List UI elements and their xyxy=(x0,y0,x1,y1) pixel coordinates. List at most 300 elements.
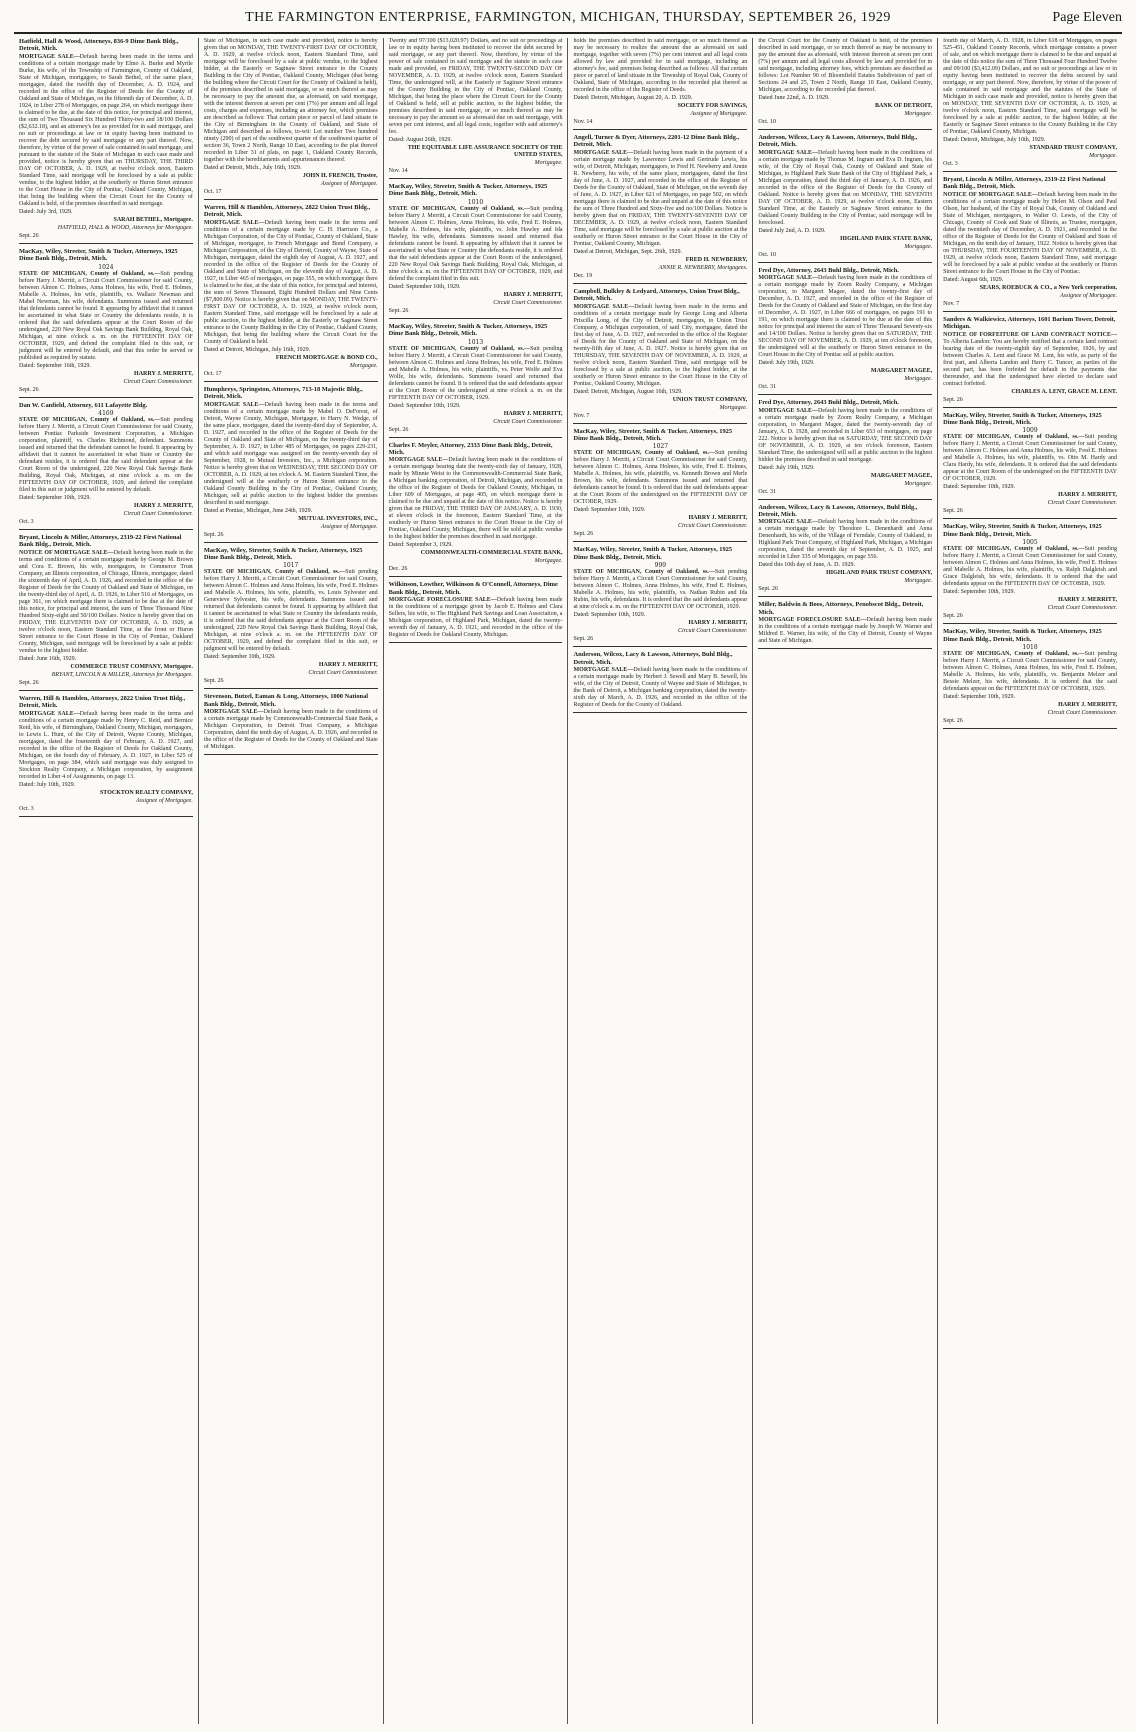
notice-body xyxy=(943,332,1117,388)
notice-divider xyxy=(943,623,1117,624)
notice-lead: NOTICE OF MORTGAGE SALE— xyxy=(943,191,1038,198)
notice-text: Default having been made in the payment of a certain mortgage made by Lawrence Lewis and Gertrude Lewis, his wife, of Detroit, Michigan, mortgagors, to Fred H. Newberry and Annie R. Newberry, his wife, of the same place, mortgagees, dated the first day of June, A. D. 1927, and recorded in the office of the Register of Deeds for the County of Oakland, State of Michigan, on the seventh day of June, A. D. 1927, in Liber 621 of Mortgages, on page 502, on which mortgage there is claimed to be due and unpaid at the date of this notice the sum of Three Hundred and Sixty-five and no/100 Dollars. Notice is hereby given that on FRIDAY, THE TWENTY-SEVENTH DAY OF DECEMBER, A. D. 1929, at twelve o'clock noon, Eastern Standard Time, said mortgage will be foreclosed by a sale at public auction at the southerly or Huron Street entrance to the Court House in the City of Pontiac, Oakland County, Michigan. xyxy=(573,149,748,247)
notice-run-date: Nov. 14 xyxy=(388,168,408,174)
legal-notice xyxy=(943,316,1117,408)
notice-number: 999 xyxy=(654,562,667,570)
notice-number: 1013 xyxy=(467,338,484,346)
notice-body xyxy=(758,275,932,359)
notice-signature-title: Circuit Court Commissioner. xyxy=(1047,710,1117,717)
notice-lead: MORTGAGE SALE— xyxy=(19,53,80,60)
newspaper-title: THE FARMINGTON ENTERPRISE, FARMINGTON, MICHIGAN, THURSDAY, SEPTEMBER 26, 1929 xyxy=(245,10,891,25)
notice-run-date: Oct. 3 xyxy=(19,805,34,812)
notice-date: Dated at Detroit, Mich., July 16th, 1929. xyxy=(203,165,302,171)
notice-run-date: Sept. 26 xyxy=(203,678,224,685)
legal-notice xyxy=(204,204,378,382)
notice-lead: STATE OF MICHIGAN, County of Oakland, ss.— xyxy=(573,569,715,576)
notice-divider xyxy=(389,178,563,179)
notice-signature-title: Circuit Court Commissioner. xyxy=(1047,500,1117,507)
notice-text: Default having been made in the terms and conditions of a certain mortgage made by George Long and Alberta Priscilla Long, of the City of Detroit, mortgagors, to Union Trust Company, a Michigan corporation, of said City, mortgagee, dated the first day of June, A. D. 1927, and recorded in the office of the Register of Deeds for the County of Oakland and State of Michigan, on the twenty-fifth day of June, A. D. 1927. Notice is hereby given that on THURSDAY, THE SEVENTH DAY OF NOVEMBER, A. D. 1929, at twelve o'clock noon, Eastern Standard Time, said mortgage will be foreclosed by a sale at public auction, to the highest bidder, at the southerly or Huron Street entrance to the Court House in the City of Pontiac, Oakland County, Michigan. xyxy=(573,303,748,387)
notice-body xyxy=(389,38,563,136)
notice-signature: FRED H. NEWBERRY, xyxy=(685,256,748,263)
notice-body xyxy=(573,38,747,94)
legal-notice xyxy=(758,504,932,598)
notice-divider xyxy=(573,423,747,424)
column-2 xyxy=(199,38,384,1724)
notice-lead: MORTGAGE SALE— xyxy=(758,407,819,414)
column-6 xyxy=(938,38,1122,1724)
notice-lead: STATE OF MICHIGAN, County of Oakland, ss.— xyxy=(388,345,531,352)
notice-body xyxy=(204,38,378,164)
notice-text: Suit pending before Harry J. Merritt, a Circuit Court Commissioner for said County, between Almon C. Holmes and Anna Holmes, his wife, Fred E. Holmes and Mabelle A. Holmes, his wife, plaintiffs, vs. Ralph Dalgleish and Grace Dalgleish, his wife, defendants. It is ordered that the said defendants appear on the FIFTEENTH DAY OF OCTOBER, 1929. xyxy=(943,546,1117,588)
notice-date: Dated: September 10th, 1929. xyxy=(203,654,276,661)
notice-date: Dated June 22nd, A. D. 1929. xyxy=(758,95,830,101)
notice-text: fourth day of March, A. D. 1928, in Liber 618 of Mortgages, on pages 525-451, Oakland County Records, which mortgage contains a power of sale, and on which mortgage there is claimed to be due and unpaid at the date of this notice the sum of Three Thousand Four Hundred Twelve and 09/100 ($3,412.09) Dollars, and no suit or proceedings at law or in equity having been instituted to recover the debts secured by said mortgage, or any part thereof. Now, therefore, by virtue of the power of sale contained in said mortgage and the statutes of the State of Michigan in such case made and provided, notice is hereby given that on MONDAY, THE SEVENTH DAY OF OCTOBER, A. D. 1929, at twelve o'clock noon, Eastern Standard Time, said mortgage will be foreclosed by a sale at public auction, to the highest bidder, at the Easterly or Saginaw Street entrance to the County Building in the City of Pontiac, Oakland County, Michigan. xyxy=(943,38,1117,135)
masthead xyxy=(14,8,1122,34)
notice-divider xyxy=(943,407,1117,408)
notice-lead: STATE OF MICHIGAN, County of Oakland, ss.— xyxy=(943,434,1085,441)
notice-divider xyxy=(204,199,378,200)
notice-run-date: Sept. 26 xyxy=(19,679,39,686)
notice-date: Dated: Detroit, Michigan, August 16th, 1929. xyxy=(573,388,683,395)
notice-body xyxy=(389,206,563,283)
notice-number: 1010 xyxy=(467,198,484,206)
notice-signature-title: Circuit Court Commissioner. xyxy=(678,628,748,635)
notice-signature: HARRY J. MERRITT, xyxy=(1058,492,1117,499)
notice-divider xyxy=(573,646,747,647)
notice-run-date: Oct. 3 xyxy=(943,161,958,167)
notice-signature-title: Mortgagee. xyxy=(534,558,563,565)
notice-attorney-header: Dan W. Canfield, Attorney, 611 Lafayette Bldg. xyxy=(19,401,148,409)
notice-date: Dated: September 10th, 1929. xyxy=(943,694,1015,701)
notice-body xyxy=(573,569,747,611)
notice-run-date: Sept. 26 xyxy=(388,307,409,314)
notice-body xyxy=(758,408,932,464)
notice-lead: MORTGAGE SALE— xyxy=(203,219,265,226)
notice-date: Dated: July 19th, 1929. xyxy=(758,464,815,471)
notice-text: Suit pending before Harry J. Merritt, a Circuit Court Commissioner for said County, between Almon C. Holmes and Anna Holmes, his wife, Fred E. Holmes and Mabelle A. Holmes, his wife, plaintiffs, vs. Otto M. Hardy and Clara Hardy, his wife, defendants. It is ordered that the said defendants appear at the Court Room of the undersigned on the FIFTEENTH DAY OF OCTOBER, 1929. xyxy=(943,434,1117,483)
notice-date: Dated: June 16th, 1929. xyxy=(19,655,77,662)
legal-notice xyxy=(758,399,932,499)
notice-text: Default having been made in the conditions of a certain mortgage made by Theodore L. Denenhardt and Anna Denenhardt, his wife, of the Village of Ferndale, County of Oakland, to Highland Park Trust Company, of Highland Park, Michigan, a Michigan corporation, dated the seventh day of September, A. D. 1925, and recorded in Liber 335 of Mortgages, on page 556. xyxy=(758,519,933,561)
notice-body xyxy=(389,346,563,402)
notice-lead: STATE OF MICHIGAN, County of Oakland, ss.— xyxy=(943,546,1085,553)
column-4 xyxy=(568,38,753,1724)
notice-signature-title: Assignee of Mortgagee. xyxy=(690,111,748,117)
legal-notice xyxy=(758,601,932,649)
notice-divider xyxy=(573,283,747,284)
notice-text: Default having been made in the terms and conditions of a certain mortgage made by C. H. Harrison Co., a Michigan Corporation, of the City of Pontiac, County of Oakland, State of Michigan, mortgagor, to French Mortgage and Bond Company, a Michigan Corporation, of the City of Detroit, County of Wayne, State of Michigan, mortgagee, dated the eighth day of August, A. D. 1927, and recorded in the office of the Register of Deeds for the County of Oakland and State of Michigan, on the eleventh day of August, A. D. 1927, in Liber 465 of mortgages, on page 355, on which mortgage there is claimed to be due, at the date of this notice, for principal and interest, the sum of Seven Thousand, Eight Hundred Dollars and Nine Cents ($7,800.09). Notice is hereby given that on MONDAY, THE TWENTY-FIRST DAY OF OCTOBER, A. D. 1929, at twelve o'clock noon, Eastern Standard Time, said mortgage will be foreclosed by a sale at public auction, to the highest bidder, at the Easterly or Saginaw Street entrance to the County Building in the City of Pontiac, Oakland County, Michigan, that being the building where the Circuit Court for the County of Oakland is held. xyxy=(203,219,378,345)
notice-signature-title: Mortgagee. xyxy=(904,578,933,585)
notice-run-date: Oct. 3 xyxy=(19,519,34,526)
legal-notice xyxy=(204,547,378,690)
notice-date: Dated at Detroit, Michigan, Sept. 26th, 1929. xyxy=(573,248,682,255)
notice-signature: HARRY J. MERRITT, xyxy=(134,503,193,510)
legal-notice xyxy=(573,651,747,713)
notice-signature-title: Mortgagee. xyxy=(904,243,933,250)
notice-divider xyxy=(204,754,378,755)
notice-body xyxy=(573,150,747,248)
notice-attorney-header: Warren, Hill & Hamblen, Attorneys, 2822 Union Trust Bldg., Detroit, Mich. xyxy=(19,694,186,710)
notice-number: 1005 xyxy=(1022,539,1038,547)
notice-attorney-header: Anderson, Wilcox, Lacy & Lawson, Attorneys, Buhl Bldg., Detroit, Mich. xyxy=(573,651,733,666)
notice-signature-title: Circuit Court Commissioner. xyxy=(1047,605,1117,612)
notice-run-date: Sept. 26 xyxy=(943,718,963,725)
notice-signature-title: BRYANT, LINCOLN & MILLER, Attorneys for Mortgagee. xyxy=(51,671,193,678)
column-1 xyxy=(14,38,199,1724)
legal-notice-columns xyxy=(14,38,1122,1724)
notice-signature-title: Mortgagee. xyxy=(534,160,563,166)
legal-notice xyxy=(389,442,563,578)
notice-text: Default having been made in the conditions of a certain mortgage made by Herbert J. Sewell and Mary B. Sewell, his wife, of the City of Detroit, County of Wayne and State of Michigan, to the Bank of Detroit, a Michigan banking corporation, dated the twenty-sixth day of March, A. D. 1926, and recorded in the office of the Register of Deeds for the County of Oakland. xyxy=(573,667,748,709)
notice-body xyxy=(204,402,378,507)
notice-signature: SARAH BETHEL, Mortgagee. xyxy=(113,216,193,223)
notice-divider xyxy=(758,129,932,130)
legal-notice xyxy=(943,412,1117,520)
notice-lead: STATE OF MICHIGAN, County of Oakland, ss.— xyxy=(19,270,161,277)
notice-text: Suit pending before Harry J. Merritt, a Circuit Court Commissioner for said County, between Almon C. Holmes, Anna Holmes, his wife, Fred E. Holmes, Mabelle A. Holmes, his wife, plaintiffs, vs. John Hawley and Ida Hawley, his wife, defendants. Summons issued and returned that defendants cannot be found. It appearing by affidavit that it cannot be ascertained in what State or Country the defendants reside, it is ordered that the said defendants appear at the Court Room of the undersigned, 220 New Royal Oak Savings Bank Building, Royal Oak, Michigan, at nine o'clock a. m. on the FIFTEENTH DAY OF OCTOBER, 1929, and defend the complaint filed in this suit. xyxy=(388,205,563,282)
notice-signature: STOCKTON REALTY COMPANY, xyxy=(99,789,193,796)
notice-attorney-header: MacKay, Wiley, Streeter, Smith & Tucker, Attorneys, 1925 Dime Bank Bldg., Detroit, Mich. xyxy=(943,411,1102,427)
notice-signature-title: Assignee of Mortgagee. xyxy=(320,523,378,530)
notice-body xyxy=(758,519,932,561)
notice-lead: MORTGAGE SALE— xyxy=(203,401,265,408)
notice-run-date: Sept. 26 xyxy=(758,586,778,593)
notice-lead: STATE OF MICHIGAN, County of Oakland, ss.— xyxy=(573,450,715,457)
notice-text: Default having been made in the conditions of a mortgage given by Jacob E. Holmes and Clara Sellers, his wife, to The Highland Park Savings and Loan Association, a Michigan corporation, of Highland Park, Michigan, dated the twenty-seventh day of January, A. D. 1921, and recorded in the office of the Register of Deeds for Oakland County, Michigan. xyxy=(388,597,563,639)
notice-signature-title: Mortgagee. xyxy=(1089,153,1117,159)
notice-divider xyxy=(573,129,747,130)
notice-attorney-header: Warren, Hill & Hamblen, Attorneys, 2822 Union Trust Bldg., Detroit, Mich. xyxy=(203,204,371,219)
notice-body xyxy=(19,417,193,494)
notice-attorney-header: Charles F. Meyler, Attorney, 2333 Dime Bank Bldg., Detroit, Mich. xyxy=(388,441,553,457)
notice-attorney-header: MacKay, Wiley, Streeter, Smith & Tucker, Attorneys, 1925 Dime Bank Bldg., Detroit, Mich. xyxy=(943,523,1102,538)
notice-divider xyxy=(943,171,1117,172)
legal-notice xyxy=(389,581,563,643)
legal-notice xyxy=(943,523,1117,624)
legal-notice xyxy=(573,546,747,647)
notice-signature-title: Circuit Court Commissioner. xyxy=(678,523,748,530)
notice-signature: HARRY J. MERRITT, xyxy=(688,620,748,627)
notice-lead: NOTICE OF MORTGAGE SALE— xyxy=(19,549,114,556)
legal-notice xyxy=(389,38,563,179)
notice-signature-title: Circuit Court Commissioner. xyxy=(308,670,378,677)
notice-attorney-header: MacKay, Wiley, Streeter, Smith & Tucker, Attorneys, 1925 Dime Bank Bldg., Detroit, Mich. xyxy=(943,628,1102,643)
notice-date: Dated July 2nd, A. D. 1929. xyxy=(758,227,826,234)
notice-text: Default having been made in the conditions of a certain mortgage bearing date the twenty-sixth day of January, 1928, made by Minnie Weist to the Commonwealth-Commercial State Bank, a Michigan banking corporation, of Detroit, Michigan, and recorded in the office of the Register of Deeds for Oakland County, Michigan, in Liber 609 of Mortgages, at page 405, on which mortgage there is claimed to be due and unpaid at the date of this notice. Notice is hereby given that on FRIDAY, THE THIRD DAY OF JANUARY, A. D. 1930, at eleven o'clock in the forenoon, Eastern Standard Time, at the southerly or Huron Street entrance to the Court House in the City of Pontiac, Oakland County, Michigan, there will be sold at public vendue to the highest bidder the premises described in said mortgage. xyxy=(388,457,563,541)
notice-signature: SOCIETY FOR SAVINGS, xyxy=(677,103,748,109)
notice-divider xyxy=(758,596,932,597)
notice-body xyxy=(19,271,193,362)
legal-notice xyxy=(19,248,193,398)
notice-divider xyxy=(389,642,563,643)
notice-divider xyxy=(758,648,932,649)
notice-divider xyxy=(573,541,747,542)
notice-attorney-header: Bryant, Lincoln & Miller, Attorneys, 2319-22 First National Bank Bldg., Detroit, Mich. xyxy=(19,534,182,549)
legal-notice xyxy=(758,134,932,263)
notice-body xyxy=(19,711,193,781)
notice-body xyxy=(943,192,1117,276)
notice-text: State of Michigan, in such case made and provided, notice is hereby given that on MONDAY, THE TWENTY-FIRST DAY OF OCTOBER, A. D. 1929, at twelve o'clock noon, Eastern Standard Time, said mortgage will be foreclosed by a sale at public vendue, to the highest bidder, at the Easterly or Saginaw Street entrance to the County Building in the City of Pontiac, Oakland County, Michigan (that being the building where the Circuit Court for the County of Oakland is held), of the premises described in said mortgage, or so much thereof as may be necessary to pay the amount due, as aforesaid, on said mortgage, with the interest thereon at seven per cent (7%) per annum and all legal costs, charges and expenses, including an attorney fee, which premises are described as follows: That certain piece or parcel of land situate in the City of Birmingham in the County of Oakland, and State of Michigan and described as follows, to-wit: Lot number Two hundred ninety (290) of part of the southwest quarter of the southwest quarter of section 36, Town 2 North, Range 10 East, according to the plat thereof recorded in Liber 31 of plats, on page 1, Oakland County Records, together with the hereditaments and appurtenances thereof. xyxy=(203,38,378,163)
notice-attorney-header: Wilkinson, Lowther, Wilkinson & O'Connell, Attorneys, Dime Bank Bldg., Detroit, Mich. xyxy=(388,581,558,596)
notice-body xyxy=(573,667,747,709)
notice-body xyxy=(943,38,1117,136)
notice-number: 4169 xyxy=(98,410,114,418)
notice-divider xyxy=(389,437,563,438)
notice-lead: MORTGAGE SALE— xyxy=(573,303,635,310)
notice-divider xyxy=(389,318,563,319)
notice-attorney-header: Anderson, Wilcox, Lacy & Lawson, Attorneys, Buhl Bldg., Detroit, Mich. xyxy=(758,134,918,149)
notice-attorney-header: MacKay, Wiley, Streeter, Smith & Tucker, Attorneys, 1925 Dime Bank Bldg., Detroit, Mich. xyxy=(19,247,178,263)
notice-attorney-header: MacKay, Wiley, Streeter, Smith & Tucker, Attorneys, 1925 Dime Bank Bldg., Detroit, Mich. xyxy=(203,546,363,562)
notice-divider xyxy=(943,728,1117,729)
notice-number: 1009 xyxy=(1022,427,1038,435)
notice-body xyxy=(389,457,563,541)
legal-notice xyxy=(943,176,1117,312)
notice-attorney-header: Anderson, Wilcox, Lacy & Lawson, Attorneys, Buhl Bldg., Detroit, Mich. xyxy=(758,503,918,519)
notice-lead: MORTGAGE SALE— xyxy=(758,149,819,156)
notice-attorney-header: Fred Dye, Attorney, 2643 Buhl Bldg., Detroit, Mich. xyxy=(758,399,899,407)
notice-run-date: Oct. 31 xyxy=(758,384,776,391)
notice-signature: HIGHLAND PARK TRUST COMPANY, xyxy=(826,570,933,577)
notice-signature-title: Circuit Court Commissioner. xyxy=(123,378,193,385)
notice-text: Default having been made in the terms and conditions of a certain mortgage made by Henry C. Reid, and Bernice Reid, his wife, of Birmingham, Oakland County, Michigan, mortgagors, to Lewis L. Hunt, of the City of Detroit, Wayne County, Michigan, mortgagee, dated the fourteenth day of February, A. D. 1927, and recorded in the office of the Register of Deeds for Oakland County, Michigan, on the fourth day of February, A. D. 1927, in Liber 525 of Mortgages, on page 384, which said mortgage was duly assigned to Stockton Realty Company, a Michigan corporation, by assignment recorded in Liber 4 of Assignments, on page 13. xyxy=(19,710,193,780)
notice-body xyxy=(943,434,1117,483)
notice-divider xyxy=(19,690,193,691)
notice-signature: MARGARET MAGEE, xyxy=(870,472,933,479)
notice-date: Dated: Detroit, Michigan, August 20, A. D. 1929. xyxy=(573,95,693,101)
notice-date: Dated: September 10th, 1929. xyxy=(943,484,1015,491)
notice-signature: BANK OF DETROIT, xyxy=(874,103,933,109)
legal-notice xyxy=(19,534,193,691)
notice-text: Suit pending before Harry J. Merritt, a Circuit Court Commissioner for said County, between Almon C. Holmes, Anna Holmes, his wife, Fred E. Holmes, Mabelle A. Holmes, his wife, plaintiffs, vs. Kenneth Brown and Merle Brown, his wife, defendants. Summons issued and returned that defendants cannot be found. It is ordered that the said defendants appear at the Court Room of the undersigned on the FIFTEENTH DAY OF OCTOBER, 1929. xyxy=(573,450,748,506)
page-number: Page Eleven xyxy=(1052,10,1122,25)
notice-signature: MUTUAL INVESTORS, INC., xyxy=(298,515,378,522)
notice-text: Suit pending before Harry J. Merritt, a Circuit Court Commissioner for said County, between Almon C. Holmes, Anna Holmes, his wife, Fred E. Holmes, Mabelle A. Holmes, his wife, plaintiffs, vs. Wallace Newman and Mabel Newman, his wife, defendants. Summons issued and returned that defendants cannot be found. It appearing by affidavit that it cannot be ascertained in what State or Country the defendants reside, it is ordered that the said defendants appear at the Court Room of the undersigned, 220 New Royal Oak Savings Bank Building, Royal Oak, Michigan, at nine o'clock a. m. on the FIFTEENTH DAY OF OCTOBER, 1929, and defend the complaint filed in this suit, or judgment will be entered by default, and that this order be served or published as required by statute. xyxy=(19,270,193,361)
notice-run-date: Sept. 26 xyxy=(943,396,963,403)
notice-attorney-header: MacKay, Wiley, Streeter, Smith & Tucker, Attorneys, 1925 Dime Bank Bldg., Detroit, Mich. xyxy=(573,546,733,561)
notice-body xyxy=(389,597,563,639)
notice-run-date: Nov. 7 xyxy=(573,412,590,419)
notice-body xyxy=(204,569,378,653)
notice-attorney-header: Fred Dye, Attorney, 2643 Buhl Bldg., Detroit, Mich. xyxy=(758,266,899,274)
notice-signature: HARRY J. MERRITT, xyxy=(134,370,193,377)
notice-signature-title: Mortgagee. xyxy=(349,362,378,369)
notice-signature: HARRY J. MERRITT, xyxy=(503,410,563,417)
notice-divider xyxy=(204,688,378,689)
notice-attorney-header: MacKay, Wiley, Streeter, Smith & Tucker, Attorneys, 1925 Dime Bank Bldg., Detroit, Mich. xyxy=(388,183,548,198)
notice-run-date: Oct. 10 xyxy=(758,251,776,258)
legal-notice xyxy=(204,693,378,755)
notice-run-date: Oct. 17 xyxy=(203,370,222,377)
notice-attorney-header: Bryant, Lincoln & Miller, Attorneys, 2319-22 First National Bank Bldg., Detroit, Mich. xyxy=(943,176,1106,191)
notice-signature: HARRY J. MERRITT, xyxy=(1058,597,1117,604)
notice-text: Default having been made in the terms and conditions of a certain mortgage made by George M. Brown and Cora E. Brown, his wife, mortgagors, to Commerce Trust Company, an Illinois corporation, of Chicago, Illinois, mortgagee, dated the sixteenth day of April, A. D. 1926, and recorded in the office of the Register of Deeds for the County of Oakland and State of Michigan, on the twenty-third day of April, A. D. 1926, in Liber 516 of Mortgages, on page 361, on which mortgage there is claimed to be due at the date of this notice, for principal and interest, the sum of Three Thousand Nine Hundred Sixty-eight and 50/100 Dollars. Notice is hereby given that on FRIDAY, THE ELEVENTH DAY OF OCTOBER, A. D. 1929, at twelve o'clock noon, Eastern Standard Time, at the front or Huron Street entrance to the Court House in the City of Pontiac, Oakland County, Michigan, said mortgage will be foreclosed by a sale at public vendue to the highest bidder. xyxy=(19,549,193,654)
notice-text: Default having been made in the conditions of a certain mortgage made by Helen M. Olson and Paul Olson, her husband, of the City of Royal Oak, County of Oakland and State of Michigan, mortgagors, to Walter O. Lewis, of the City of Chicago, County of Cook and State of Illinois, as Trustee, mortgagee, dated the twentieth day of December, A. D. 1921, and recorded in the office of the Register of Deeds for the County of Oakland and State of Michigan, on the tenth day of January, 1922. Notice is hereby given that on THURSDAY, THE FOURTEENTH DAY OF NOVEMBER, A. D. 1929, at twelve o'clock noon, Eastern Standard Time, said mortgage will be foreclosed by a sale at public vendue at the southerly or Huron Street entrance to the Court House in the City of Pontiac. xyxy=(943,191,1117,275)
notice-lead: NOTICE OF FORFEITURE OF LAND CONTRACT NOTICE— xyxy=(943,331,1117,338)
legal-notice xyxy=(573,38,747,130)
notice-divider xyxy=(758,394,932,395)
notice-body xyxy=(758,150,932,227)
notice-run-date: Sept. 26 xyxy=(19,386,39,393)
notice-date: Dated: September 10th, 1929. xyxy=(573,507,646,514)
notice-date: Dated: Detroit, Michigan, July 10th, 1929. xyxy=(943,137,1046,143)
notice-body xyxy=(204,220,378,346)
notice-date: Dated: August 26th, 1929. xyxy=(388,137,452,143)
notice-text: Default having been made in the conditions of a certain mortgage made by Joseph W. Warner and Mildred E. Warner, his wife, of the City of Detroit, County of Wayne and State of Michigan. xyxy=(758,617,933,645)
notice-text: Twenty and 97/100 ($13,020.97) Dollars, and no suit or proceedings at law or in equity having been instituted to recover the debt secured by said mortgage, or any part thereof. Now, therefore, by virtue of the power of sale contained in said mortgage and the statute in such case made and provided, on FRIDAY, THE TWENTY-SECOND DAY OF NOVEMBER, A. D. 1929, at twelve o'clock noon, Eastern Standard Time, the undersigned will, at the Easterly or Saginaw Street entrance of the County Building in the City of Pontiac, Oakland County, Michigan, that being the place where the Circuit Court for the County of Oakland is held, sell at public auction, to the highest bidder, the premises described in said mortgage, or so much thereof as may be necessary to pay the amount so as aforesaid due on said mortgage, with seven per cent interest, and all legal costs, together with said attorney's fee. xyxy=(388,38,563,135)
notice-lead: MORTGAGE SALE— xyxy=(758,519,819,526)
notice-lead: MORTGAGE SALE— xyxy=(388,457,449,464)
notice-attorney-header: Sanders & Walkiewicz, Attorneys, 1601 Barium Tower, Detroit, Michigan. xyxy=(943,315,1116,331)
notice-body xyxy=(19,550,193,655)
notice-text: Default having been made in the conditions of a certain mortgage made by Thomas M. Ingram and Eva D. Ingram, his wife, of the City of Royal Oak, County of Oakland and State of Michigan, to Highland Park State Bank of the City of Highland Park, a Michigan corporation, dated the third day of January, A. D. 1926, and recorded in the office of the Register of Deeds for the County of Oakland. Notice is hereby given that on MONDAY, THE SEVENTH DAY OF OCTOBER, A. D. 1929, at twelve o'clock noon, Eastern Standard Time, at the Easterly or Saginaw Street entrance to the Oakland County Building in the City of Pontiac, said mortgage will be foreclosed. xyxy=(758,149,933,226)
notice-text: the Circuit Court for the County of Oakland is held, of the premises described in said mortgage, or so much thereof as may be necessary to pay the amount due as aforesaid, with interest thereon at seven per cent (7%) per annum and all legal costs allowed by law and provided for in said mortgage, including attorney fees, which premises are described as follows: Lot Number 90 of Bloomfield Estates Subdivision of part of Sections 24 and 25, Town 2 North, Range 10 East, Oakland County, Michigan, according to the recorded plat thereof. xyxy=(758,38,933,93)
notice-divider xyxy=(943,311,1117,312)
notice-date: Dated: July 3rd, 1929. xyxy=(19,208,73,215)
notice-body xyxy=(204,709,378,751)
notice-date: Dated: September 3, 1929. xyxy=(388,542,453,549)
notice-date: Dated at Pontiac, Michigan, June 24th, 1929. xyxy=(203,507,313,514)
notice-run-date: Nov. 14 xyxy=(573,119,593,125)
notice-run-date: Sept. 26 xyxy=(943,508,963,515)
notice-lead: STATE OF MICHIGAN, County of Oakland, ss.— xyxy=(388,205,531,212)
notice-lead: STATE OF MICHIGAN, County of Oakland, ss.— xyxy=(203,569,346,576)
notice-divider xyxy=(389,576,563,577)
notice-signature: FRENCH MORTGAGE & BOND CO., xyxy=(275,354,378,361)
notice-date: Dated: September 10th, 1929. xyxy=(388,402,461,409)
notice-lead: STATE OF MICHIGAN, County of Oakland, ss.— xyxy=(19,417,161,424)
notice-attorney-header: Humphreys, Springston, Attorneys, 713-18 Majestic Bldg., Detroit, Mich. xyxy=(203,385,363,401)
notice-attorney-header: Hatfield, Hall & Wood, Attorneys, 836-9 Dime Bank Bldg., Detroit, Mich. xyxy=(19,38,179,53)
notice-signature: THE EQUITABLE LIFE ASSURANCE SOCIETY OF THE UNITED STATES, xyxy=(407,145,563,158)
notice-signature-title: Circuit Court Commissioner. xyxy=(493,299,563,306)
legal-notice xyxy=(204,386,378,543)
notice-body xyxy=(758,38,932,94)
notice-signature: MARGARET MAGEE, xyxy=(870,368,933,375)
notice-lead: MORTGAGE SALE— xyxy=(573,149,634,156)
notice-run-date: Dec. 26 xyxy=(388,566,408,573)
notice-text: Default having been made in the terms and conditions of a certain mortgage made by Elmo A. Burke and Myrtle Burke, his wife, of the Township of Farmington, County of Oakland, State of Michigan, mortgagors, to Sarah Bethel, of the same place, mortgagee, dated the twelfth day of December, A. D. 1924, and recorded in the office of the Register of Deeds for the County of Oakland and State of Michigan, on the fifteenth day of December, A. D. 1924, in Liber 278 of Mortgages, on page 264, on which mortgage there is claimed to be due, at the date of this notice, for principal and interest, the sum of Two Thousand Six Hundred Thirty-two and 18/100 Dollars ($2,632.18), and an attorney's fee as provided for in said mortgage, and no suit or proceedings at law or in equity having been instituted to recover the debt secured by said mortgage or any part thereof. Now, therefore, by virtue of the power of sale contained in said mortgage, and pursuant to the statute of the State of Michigan in such case made and provided, notice is hereby given that on THURSDAY, THE THIRD DAY OF OCTOBER, A. D. 1929, at twelve o'clock noon, Eastern Standard Time, said mortgage will be foreclosed by a sale at public vendue, to the highest bidder, at the southerly or Huron Street entrance to the Court House in the City of Pontiac, Oakland County, Michigan, that being the building where the Circuit Court for the County of Oakland is held, of the premises described in said mortgage. xyxy=(19,53,193,207)
notice-text: Suit pending before Harry J. Merritt, a Circuit Court Commissioner for said County, between Almon C. Holmes, Anna Holmes, his wife, Fred E. Holmes, Mabelle A. Holmes, his wife, plaintiffs, vs. Nathan Rubin and Ida Rubin, his wife, defendants. It is ordered that the said defendants appear at nine o'clock a. m. on the FIFTEENTH DAY OF OCTOBER, 1929. xyxy=(573,569,748,611)
notice-lead: MORTGAGE FORECLOSURE SALE— xyxy=(758,617,867,624)
notice-signature-title: Circuit Court Commissioner. xyxy=(493,418,563,425)
notice-divider xyxy=(19,529,193,530)
notice-body xyxy=(573,450,747,506)
notice-body xyxy=(943,651,1117,693)
notice-text: Suit pending before Harry J. Merritt, a Circuit Court Commissioner for said County, between Almon C. Holmes, Anna Holmes, his wife, Fred E. Holmes, Mabelle A. Holmes, his wife, plaintiffs, vs. Benjamin Melzer and Bessie Melzer, his wife, defendants. It is ordered that the said defendants appear on the FIFTEENTH DAY OF OCTOBER, 1929. xyxy=(943,651,1117,693)
legal-notice xyxy=(19,38,193,244)
notice-signature-title: Mortgagee. xyxy=(719,404,748,411)
notice-lead: MORTGAGE SALE— xyxy=(573,667,634,674)
notice-number: 1024 xyxy=(98,263,114,271)
notice-divider xyxy=(943,518,1117,519)
notice-date: Dated: September 10th, 1929. xyxy=(19,495,91,502)
notice-signature-title: HATFIELD, HALL & WOOD, Attorneys for Mortgagee. xyxy=(57,224,193,231)
notice-signature-title: Mortgagee. xyxy=(904,111,933,117)
notice-signature: HIGHLAND PARK STATE BANK, xyxy=(840,235,933,242)
notice-text: Suit pending before Harry J. Merritt, a Circuit Court Commissioner for said County, between Almon C. Holmes and Anna Holmes, his wife, Fred E. Holmes and Mabelle A. Holmes, his wife, plaintiffs, vs. Louis Sylvester and Genevieve Sylvester, his wife, defendants. Summons issued and returned that defendants cannot be found. It appearing by affidavit that it cannot be ascertained in what State or Country the defendants reside, it is ordered that the said defendants appear at the Court Room of the undersigned, 220 New Royal Oak Savings Bank Building, Royal Oak, Michigan, at nine o'clock a. m. on the FIFTEENTH DAY OF OCTOBER, 1929, and defend the complaint filed in this suit, or judgment will be entered by default. xyxy=(203,569,378,653)
legal-notice xyxy=(758,267,932,395)
notice-divider xyxy=(19,816,193,817)
notice-run-date: Oct. 17 xyxy=(203,189,222,195)
notice-run-date: Nov. 7 xyxy=(943,300,960,307)
legal-notice xyxy=(573,288,747,424)
notice-date: Dated: September 10th, 1929. xyxy=(573,612,646,619)
notice-signature: HARRY J. MERRITT, xyxy=(318,662,378,669)
notice-run-date: Sept. 26 xyxy=(943,613,963,620)
notice-attorney-header: Angell, Turner & Dyer, Attorneys, 2201-12 Dime Bank Bldg., Detroit, Mich. xyxy=(573,134,740,149)
notice-attorney-header: MacKay, Wiley, Streeter, Smith & Tucker, Attorneys, 1925 Dime Bank Bldg., Detroit, Mich. xyxy=(388,322,548,338)
notice-signature-title: Mortgagee. xyxy=(904,376,933,383)
legal-notice xyxy=(204,38,378,200)
notice-date: Dated: September 16th, 1929. xyxy=(19,362,91,369)
notice-number: 1017 xyxy=(283,562,299,570)
notice-signature: COMMONWEALTH-COMMERCIAL STATE BANK, xyxy=(420,550,563,557)
notice-attorney-header: Campbell, Bulkley & Ledyard, Attorneys, Union Trust Bldg., Detroit, Mich. xyxy=(573,287,740,303)
notice-divider xyxy=(19,397,193,398)
legal-notice xyxy=(19,695,193,817)
notice-date: Dated: July 19th, 1929. xyxy=(758,360,815,367)
legal-notice xyxy=(943,628,1117,729)
legal-notice xyxy=(389,323,563,438)
notice-attorney-header: Miller, Baldwin & Boos, Attorneys, Penobscot Bldg., Detroit, Mich. xyxy=(758,601,924,616)
legal-notice xyxy=(389,183,563,319)
notice-body xyxy=(573,304,747,388)
legal-notice xyxy=(943,38,1117,172)
notice-signature-title: Assignee of Mortgagee. xyxy=(1060,292,1117,299)
notice-run-date: Sept. 26 xyxy=(203,531,224,538)
notice-text: To Alberta Landon: You are hereby notified that a certain land contract bearing date of the twenty-eighth day of September, 1926, by and between Charles A. Lent and Grace M. Lent, his wife, as party of the first part, and Alberta Landon and Harry C. Tuncer, as parties of the second part, has been forfeited for default in the payments due thereunder, and that the undersigned have elected to declare said contract forfeited. xyxy=(943,338,1117,387)
notice-text: holds the premises described in said mortgage, or so much thereof as may be necessary to realize the amount due as aforesaid on said mortgage, together with seven (7%) per cent interest and all legal costs allowed by law and provided for in said mortgage, including an attorney's fee, said premises being described as follows: All that certain piece or parcel of land situate in the Township of Royal Oak, County of Oakland, State of Michigan, according to the recorded plat thereof as recorded in the office of the Register of Deeds. xyxy=(573,38,748,93)
notice-body xyxy=(19,54,193,208)
notice-divider xyxy=(758,262,932,263)
notice-body xyxy=(943,546,1117,588)
notice-date: Dated this 10th day of June, A. D. 1929. xyxy=(758,562,855,569)
notice-number: 1018 xyxy=(1022,644,1038,652)
legal-notice xyxy=(573,134,747,284)
notice-signature: HARRY J. MERRITT, xyxy=(503,291,563,298)
notice-body xyxy=(758,617,932,645)
notice-run-date: Dec. 19 xyxy=(573,272,593,279)
notice-signature: CHARLES A. LENT, GRACE M. LENT. xyxy=(1011,388,1117,395)
notice-signature: COMMERCE TRUST COMPANY, Mortgagee. xyxy=(70,663,193,670)
notice-signature-title: Assignee of Mortgagee. xyxy=(136,797,193,804)
notice-run-date: Sept. 26 xyxy=(19,232,39,239)
notice-text: Default having been made in the terms and conditions of a certain mortgage made by Mabel O. DeForest, of Detroit, Wayne County, Michigan, Mortgagor, to Harry N. Wedge, of the same place, mortgagee, dated the twenty-third day of September, A. D. 1927, and recorded in the office of the Register of Deeds for the County of Oakland and State of Michigan, on the twenty-third day of September, A. D. 1927, in Liber 485 of Mortgages, on pages 229-231, and which said mortgage was assigned on the twenty-seventh day of September, 1928, to Mutual Investors, Inc., a Michigan corporation. Notice is hereby given that on WEDNESDAY, THE SECOND DAY OF OCTOBER, A. D. 1929, at ten o'clock A. M. Eastern Standard Time, the undersigned will at the southerly or Huron Street entrance to the Oakland County Building in the City of Pontiac, Oakland County, Michigan, sell at public auction to the highest bidder the premises described in said mortgage. xyxy=(203,401,378,506)
notice-run-date: Oct. 10 xyxy=(758,119,776,125)
notice-text: Default having been made in the conditions of a certain mortgage made by Commonwealth-Commercial State Bank, a Michigan Corporation, to Detroit Trust Company, a Michigan Corporation, dated the tenth day of August, A. D. 1926, and recorded in the office of the Register of Deeds for the County of Oakland and State of Michigan. xyxy=(203,709,378,751)
notice-attorney-header: MacKay, Wiley, Streeter, Smith & Tucker, Attorneys, 1925 Dime Bank Bldg., Detroit, Mich. xyxy=(573,427,733,443)
notice-attorney-header: Stevenson, Butzel, Eaman & Long, Attorneys, 1000 National Bank Bldg., Detroit, Mich. xyxy=(203,693,369,708)
notice-text: Default having been made in the conditions of a certain mortgage made by Zoom Realty Company, a Michigan corporation, to Margaret Magee, dated the twenty-seventh day of January, A. D. 1928, and recorded in Liber 653 of mortgages, on page 222. Notice is hereby given that on SATURDAY, THE SECOND DAY OF NOVEMBER, A. D. 1929, at ten o'clock forenoon, Eastern Standard Time, the undersigned will sell at public auction to the highest bidder the premises described in said mortgage. xyxy=(758,407,933,463)
notice-date: Dated at Detroit, Michigan, July 16th, 1929. xyxy=(203,346,311,353)
notice-signature: SEARS, ROEBUCK & CO., a New York corporation, xyxy=(979,284,1117,291)
notice-text: Suit pending before Harry J. Merritt, a Circuit Court Commissioner for said County, between Almon C. Holmes and Anna Holmes, his wife, Fred E. Holmes and Mabelle A. Holmes, his wife, plaintiffs, vs. Peter Wolfe and Eva Wolfe, his wife, defendants. Summons issued and returned that defendants cannot be found. It is ordered that the said defendants appear at the Court Room of the undersigned at nine o'clock a. m. on the FIFTEENTH DAY OF OCTOBER, 1929. xyxy=(388,345,563,401)
notice-run-date: Sept. 26 xyxy=(573,636,594,643)
notice-signature: HARRY J. MERRITT, xyxy=(688,515,748,522)
notice-lead: MORTGAGE SALE— xyxy=(758,275,819,282)
notice-divider xyxy=(204,381,378,382)
notice-signature: UNION TRUST COMPANY, xyxy=(672,396,748,403)
notice-run-date: Sept. 26 xyxy=(573,531,594,538)
notice-run-date: Sept. 26 xyxy=(388,426,409,433)
notice-signature-title: Assignee of Mortgagee. xyxy=(320,181,378,187)
notice-signature: JOHN H. FRENCH, Trustee, xyxy=(302,173,378,179)
legal-notice xyxy=(19,402,193,530)
notice-date: Dated: September 10th, 1929. xyxy=(943,589,1015,596)
column-3 xyxy=(384,38,569,1724)
notice-date: Dated: July 10th, 1929. xyxy=(19,781,76,788)
